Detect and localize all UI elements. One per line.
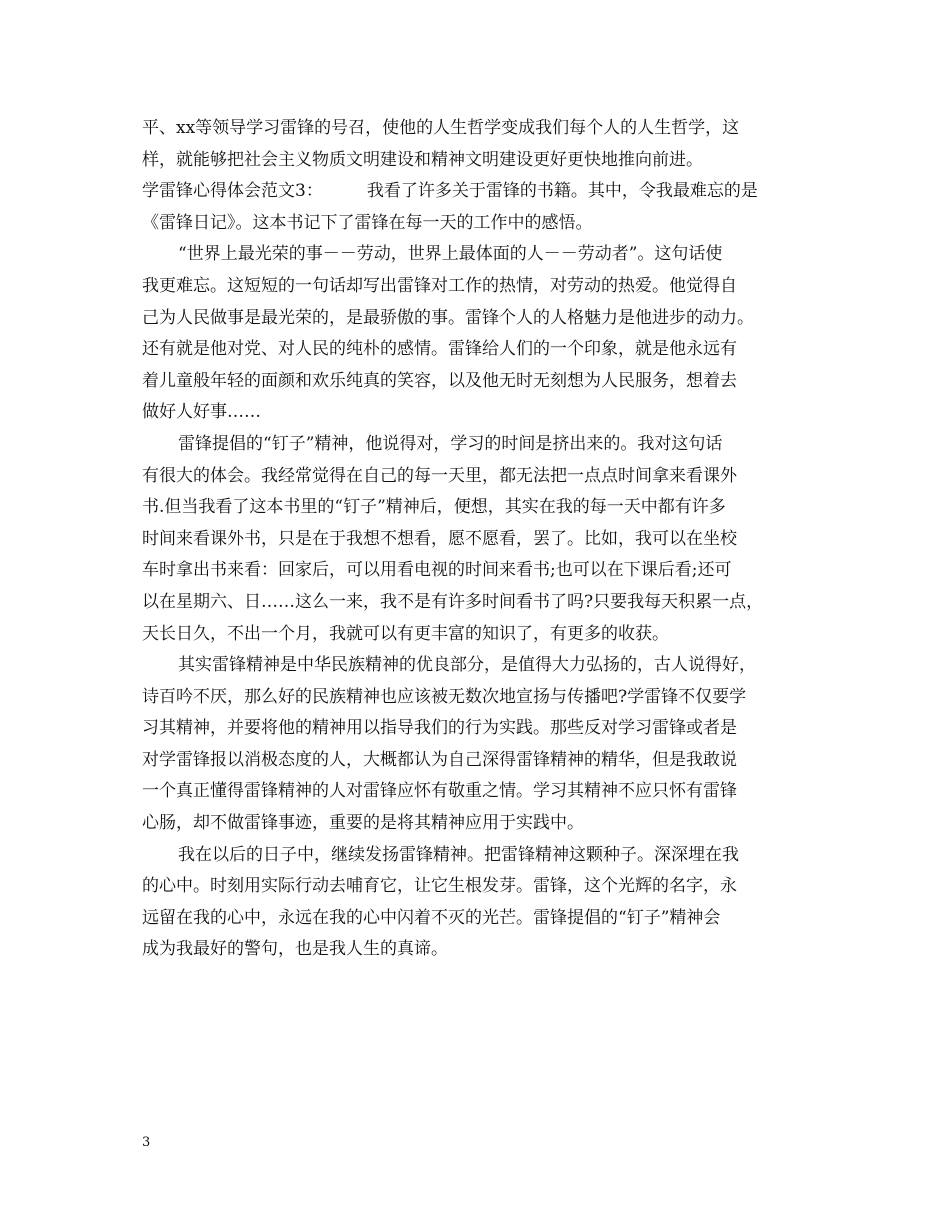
text-line: 样，就能够把社会主义物质文明建设和精神文明建设更好更快地推向前进。 xyxy=(142,149,703,170)
text-line: 书.但当我看了这本书里的“钉子”精神后，便想，其实在我的每一天中都有许多 xyxy=(142,497,726,518)
text-line: 远留在我的心中，永远在我的心中闪着不灭的光芒。雷锋提倡的“钉子”精神会 xyxy=(142,907,721,928)
paragraph-start: “世界上最光荣的事－－劳动，世界上最体面的人－－劳动者”。这句话使 xyxy=(178,244,723,265)
page-number: 3 xyxy=(142,1135,151,1150)
text-line: 天长日久，不出一个月，我就可以有更丰富的知识了，有更多的收获。 xyxy=(142,623,669,644)
text-line: 《雷锋日记》。这本书记下了雷锋在每一天的工作中的感悟。 xyxy=(142,212,593,233)
text-line: 还有就是他对党、对人民的纯朴的感情。雷锋给人们的一个印象，就是他永远有 xyxy=(142,339,737,360)
text-line: 做好人好事…… xyxy=(142,402,261,423)
text-line: 有很大的体会。我经常觉得在自己的每一天里，都无法把一点点时间拿来看课外 xyxy=(142,465,737,486)
text-line: 车时拿出书来看：回家后，可以用看电视的时间来看书;也可以在下课后看;还可 xyxy=(142,560,732,581)
text-line: 的心中。时刻用实际行动去哺育它，让它生根发芽。雷锋，这个光辉的名字，永 xyxy=(142,876,737,897)
text-line: 己为人民做事是最光荣的，是最骄傲的事。雷锋个人的人格魅力是他进步的动力。 xyxy=(142,307,754,328)
section-first-sentence: 我看了许多关于雷锋的书籍。其中，令我最难忘的是 xyxy=(366,181,758,202)
text-line: 一个真正懂得雷锋精神的人对雷锋应怀有敬重之情。学习其精神不应只怀有雷锋 xyxy=(142,781,737,802)
text-line: 以在星期六、日……这么一来，我不是有许多时间看书了吗?只要我每天积累一点， xyxy=(142,591,764,612)
paragraph-start: 其实雷锋精神是中华民族精神的优良部分，是值得大力弘扬的，古人说得好， xyxy=(178,655,756,676)
text-line: 着儿童般年轻的面颜和欢乐纯真的笑容，以及他无时无刻想为人民服务，想着去 xyxy=(142,370,737,391)
text-line: 习其精神，并要将他的精神用以指导我们的行为实践。那些反对学习雷锋或者是 xyxy=(142,718,737,739)
body-text xyxy=(142,113,822,966)
text-line: 对学雷锋报以消极态度的人，大概都认为自己深得雷锋精神的精华，但是我敢说 xyxy=(142,749,737,770)
text-line: 心肠，却不做雷锋事迹，重要的是将其精神应用于实践中。 xyxy=(142,813,584,834)
text-line: 诗百吟不厌，那么好的民族精神也应该被无数次地宣扬与传播吧?学雷锋不仅要学 xyxy=(142,686,747,707)
section-heading-line xyxy=(142,176,822,208)
text-line: 我更难忘。这短短的一句话却写出雷锋对工作的热情，对劳动的热爱。他觉得自 xyxy=(142,275,737,296)
paragraph-start: 雷锋提倡的“钉子”精神，他说得对，学习的时间是挤出来的。我对这句话 xyxy=(178,433,723,454)
text-line: 平、xx等领导学习雷锋的号召，使他的人生哲学变成我们每个人的人生哲学，这 xyxy=(142,118,740,138)
section-heading: 学雷锋心得体会范文3： xyxy=(142,181,323,202)
text-line: 时间来看课外书，只是在于我想不想看，愿不愿看，罢了。比如，我可以在坐校 xyxy=(142,528,737,549)
text-line: 成为我最好的警句，也是我人生的真谛。 xyxy=(142,939,448,960)
paragraph-start: 我在以后的日子中，继续发扬雷锋精神。把雷锋精神这颗种子。深深埋在我 xyxy=(178,844,739,865)
